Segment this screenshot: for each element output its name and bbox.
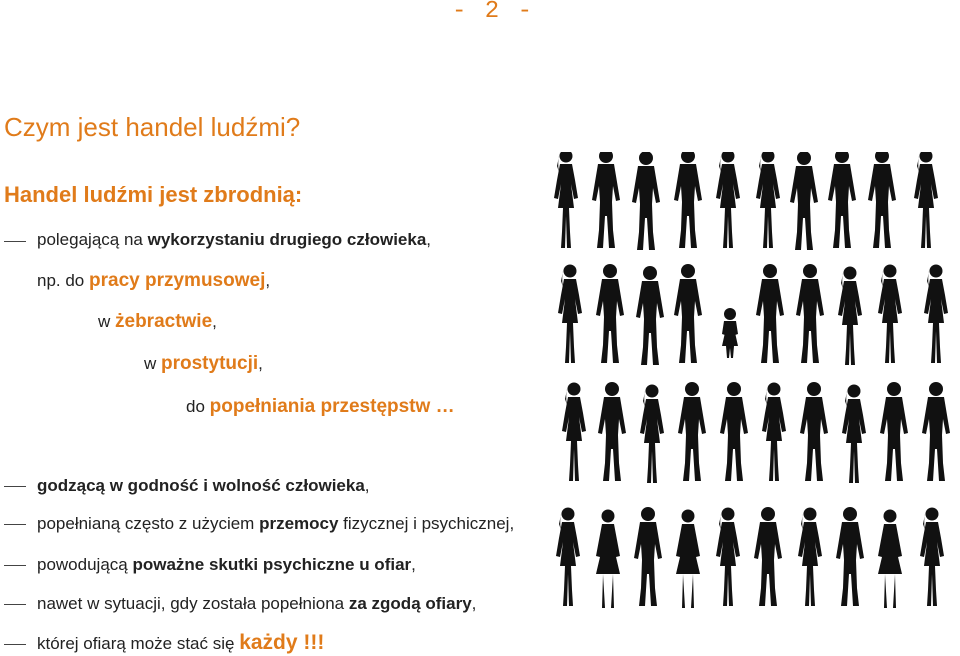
section-heading: Handel ludźmi jest zbrodnią: [4, 182, 303, 207]
dash-bullet [4, 565, 26, 566]
dash-bullet [4, 644, 26, 645]
dash-bullet [4, 604, 26, 605]
dash-bullet [4, 241, 26, 242]
bullet-consent: nawet w sytuacji, gdy została popełniona za zgodą ofiary, [37, 594, 477, 613]
page-title: Czym jest handel ludźmi? [4, 112, 301, 142]
people-silhouettes-image [548, 152, 960, 622]
dash-bullet [4, 486, 26, 487]
text-line-forced-labour: np. do pracy przymusowej, [37, 270, 271, 291]
text-line-prostitution: w prostytucji, [144, 353, 263, 374]
bullet-dignity: godzącą w godność i wolność człowieka, [37, 476, 370, 495]
bullet-anyone: której ofiarą może stać się każdy !!! [37, 631, 325, 654]
text-line-begging: w żebractwie, [98, 311, 217, 332]
bullet-violence: popełnianą często z użyciem przemocy fizycznej i psychicznej, [37, 514, 515, 533]
dash-bullet [4, 524, 26, 525]
bullet-consequences: powodującą poważne skutki psychiczne u ofiar, [37, 555, 416, 574]
page-number: - 2 - [452, 0, 535, 25]
text-line-crimes: do popełniania przestępstw … [186, 396, 455, 417]
text-line-exploitation: polegającą na wykorzystaniu drugiego człowieka, [37, 230, 432, 249]
